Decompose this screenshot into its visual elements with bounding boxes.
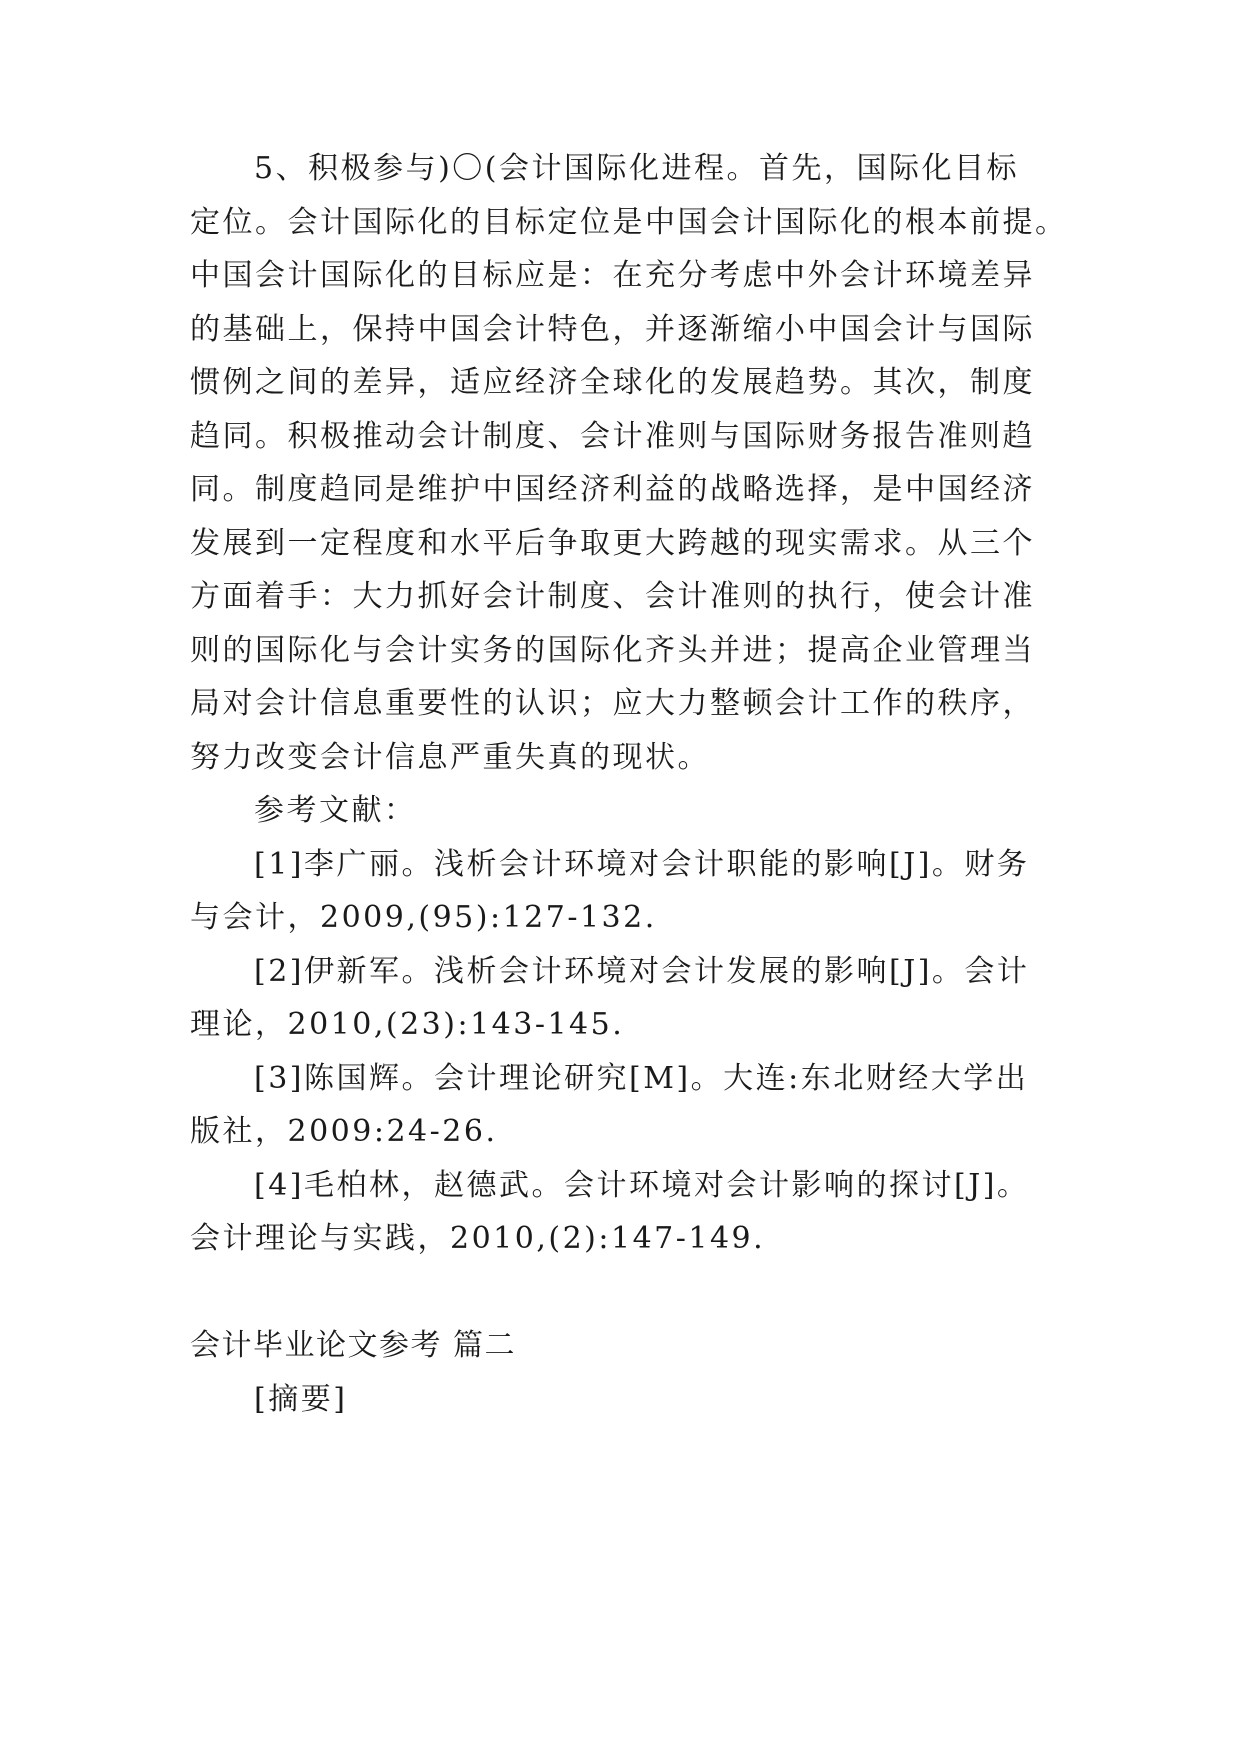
reference-item-4-cont: 会计理论与实践，2010,(2):147-149. [190, 1221, 766, 1256]
reference-item-2: [2]伊新军。浅析会计环境对会计发展的影响[J]。会计 [254, 954, 1030, 989]
paragraph-line: 局对会计信息重要性的认识；应大力整顿会计工作的秩序， [190, 686, 1035, 721]
paragraph-line: 的基础上，保持中国会计特色，并逐渐缩小中国会计与国际 [190, 312, 1035, 347]
paragraph-line: 同。制度趋同是维护中国经济利益的战略选择，是中国经济 [190, 472, 1035, 507]
references-heading: 参考文献： [254, 793, 417, 828]
reference-item-4: [4]毛柏林，赵德武。会计环境对会计影响的探讨[J]。 [254, 1168, 1030, 1203]
paragraph-line: 则的国际化与会计实务的国际化齐头并进；提高企业管理当 [190, 633, 1035, 668]
reference-item-1-cont: 与会计，2009,(95):127-132. [190, 900, 657, 935]
paragraph-line: 5、积极参与)〇(会计国际化进程。首先，国际化目标 [254, 151, 1019, 186]
reference-item-3: [3]陈国辉。会计理论研究[M]。大连:东北财经大学出 [254, 1061, 1029, 1096]
reference-item-1: [1]李广丽。浅析会计环境对会计职能的影响[J]。财务 [254, 847, 1030, 882]
abstract-label: [摘要] [254, 1382, 348, 1417]
section-title: 会计毕业论文参考 篇二 [190, 1328, 517, 1363]
reference-item-2-cont: 理论，2010,(23):143-145. [190, 1007, 625, 1042]
paragraph-line: 发展到一定程度和水平后争取更大跨越的现实需求。从三个 [190, 526, 1035, 561]
reference-item-3-cont: 版社，2009:24-26. [190, 1114, 498, 1149]
paragraph-line: 趋同。积极推动会计制度、会计准则与国际财务报告准则趋 [190, 419, 1035, 454]
paragraph-line: 惯例之间的差异，适应经济全球化的发展趋势。其次，制度 [190, 365, 1035, 400]
paragraph-line: 努力改变会计信息严重失真的现状。 [190, 740, 710, 775]
paragraph-line: 中国会计国际化的目标应是：在充分考虑中外会计环境差异 [190, 258, 1035, 293]
paragraph-line: 方面着手：大力抓好会计制度、会计准则的执行，使会计准 [190, 579, 1035, 614]
paragraph-line: 定位。会计国际化的目标定位是中国会计国际化的根本前提。 [190, 205, 1068, 240]
